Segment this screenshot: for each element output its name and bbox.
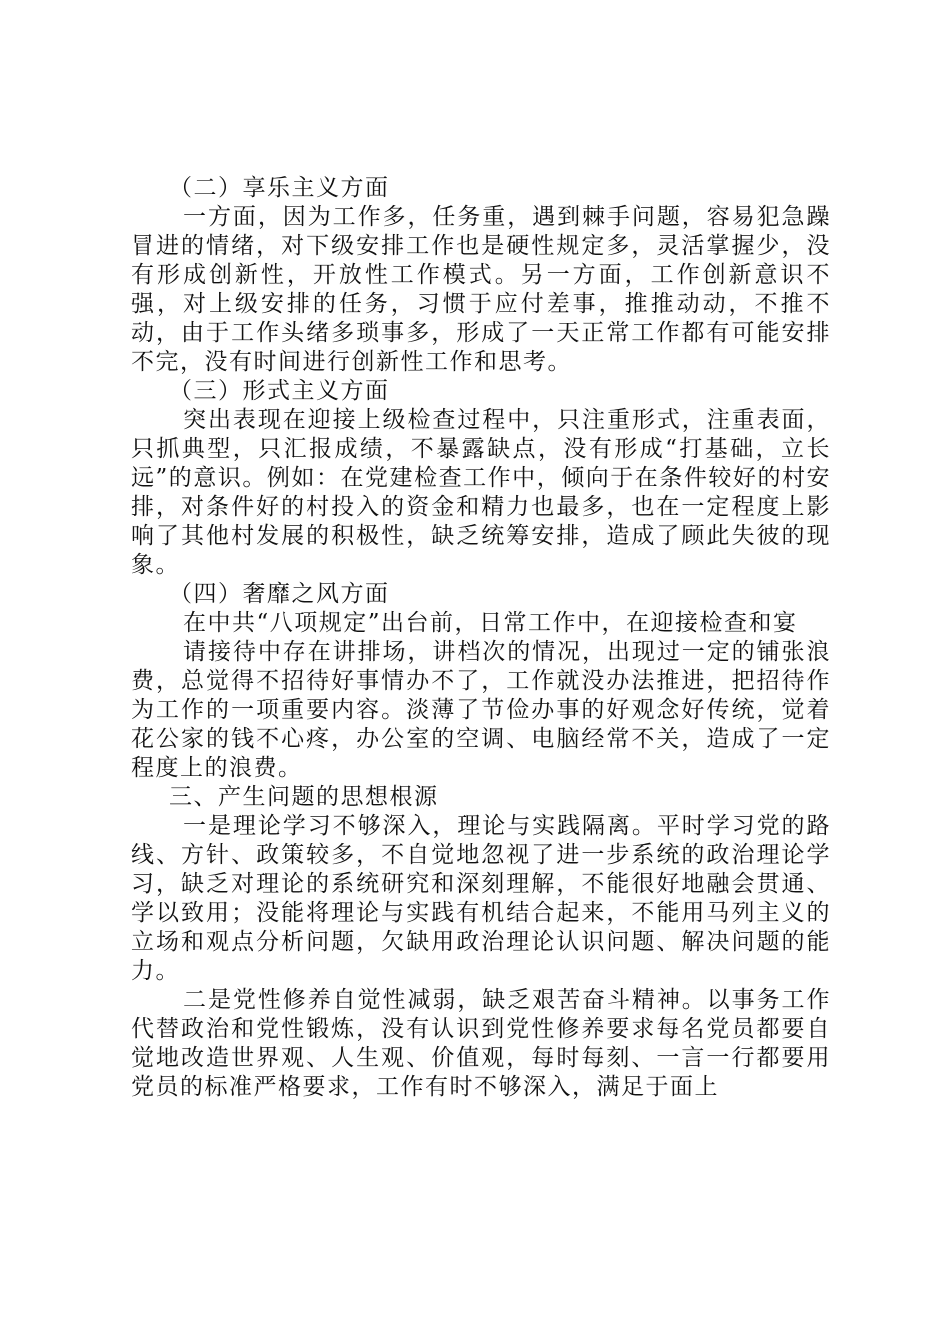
section-heading-extravagance: （四）奢靡之风方面 — [169, 581, 390, 607]
paragraph-hedonism: 一方面，因为工作多，任务重，遇到棘手问题，容易犯急躁冒进的情绪，对下级安排工作也是硬性规定多，灵活掌握少，没有形成创新性，开放性工作模式。另一方面，工作创新意识不强，对上级安排的任务，习惯于应付差事，推推动动，不推不动，由于工作头绪多琐事多，形成了一天正常工作都有可能安排不完，没有时间进行创新性工作和思考。 — [131, 204, 831, 375]
document-body — [131, 174, 831, 1102]
section-heading-root-causes: 三、产生问题的思想根源 — [169, 784, 439, 810]
paragraph-party-spirit: 二是党性修养自觉性减弱，缺乏艰苦奋斗精神。以事务工作代替政治和党性锻炼，没有认识到党性修养要求每名党员都要自觉地改造世界观、人生观、价值观，每时每刻、一言一行都要用党员的标准严格要求，工作有时不够深入，满足于面上 — [131, 987, 831, 1100]
section-heading-formalism: （三）形式主义方面 — [169, 378, 390, 404]
paragraph-formalism: 突出表现在迎接上级检查过程中，只注重形式，注重表面，只抓典型，只汇报成绩，不暴露缺点，没有形成“打基础，立长远”的意识。例如：在党建检查工作中，倾向于在条件较好的村安排，对条件好的村投入的资金和精力也最多，也在一定程度上影响了其他村发展的积极性，缺乏统筹安排，造成了顾此失彼的现象。 — [131, 407, 831, 578]
paragraph-extravagance: 请接待中存在讲排场，讲档次的情况，出现过一定的铺张浪费，总觉得不招待好事情办不了，工作就没办法推进，把招待作为工作的一项重要内容。淡薄了节俭办事的好观念好传统，觉着花公家的钱不心疼，办公室的空调、电脑经常不关，造成了一定程度上的浪费。 — [131, 639, 831, 781]
paragraph-extravagance-line: 在中共“八项规定”出台前，日常工作中，在迎接检查和宴 — [183, 610, 798, 636]
paragraph-theory-study: 一是理论学习不够深入，理论与实践隔离。平时学习党的路线、方针、政策较多，不自觉地忽视了进一步系统的政治理论学习，缺乏对理论的系统研究和深刻理解，不能很好地融会贯通、学以致用；没能将理论与实践有机结合起来，不能用马列主义的立场和观点分析问题，欠缺用政治理论认识问题、解决问题的能力。 — [131, 813, 831, 984]
section-heading-hedonism: （二）享乐主义方面 — [169, 175, 390, 201]
